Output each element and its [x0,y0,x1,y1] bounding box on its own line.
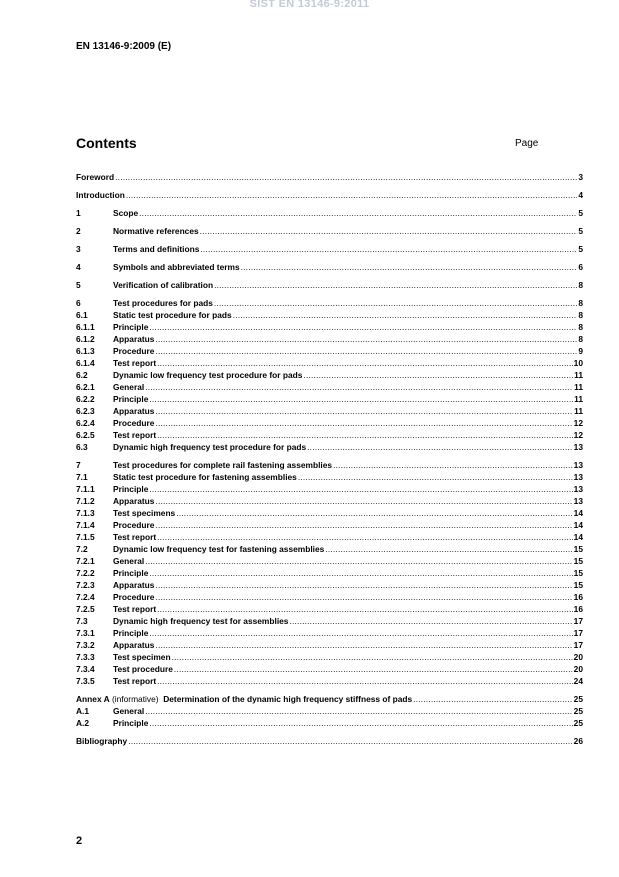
toc-leader-dots [325,544,572,554]
toc-entry-number: 6.2 [76,370,88,380]
toc-entry[interactable] [76,532,583,544]
toc-entry-title: Dynamic low frequency test for fastening assemblies [113,544,325,554]
toc-entry[interactable] [76,676,583,688]
toc-entry-page: 4 [578,190,583,200]
toc-entry-page: 25 [573,706,583,716]
toc-entry[interactable] [76,262,583,274]
toc-leader-dots [200,226,578,236]
toc-entry-number: 7.3.4 [76,664,95,674]
toc-entry-title: Dynamic high frequency test for assemblies [113,616,289,626]
toc-entry[interactable] [76,322,583,334]
toc-leader-dots [233,310,578,320]
toc-entry-title: Test report [113,676,157,686]
toc-leader-dots [149,628,572,638]
toc-entry-title: Apparatus [113,580,155,590]
toc-entry-number: 5 [76,280,81,290]
toc-entry-number: 6.2.5 [76,430,95,440]
watermark: SIST EN 13146-9:2011 [249,0,370,10]
toc-entry-page: 17 [573,640,583,650]
toc-entry-number: 6.2.3 [76,406,95,416]
toc-entry-number: 7.1.5 [76,532,95,542]
toc-entry[interactable] [76,394,583,406]
table-of-contents [76,172,583,748]
toc-entry-title: Test report [113,358,157,368]
toc-entry-title: Test report [113,430,157,440]
toc-entry-title: Principle [113,718,149,728]
toc-entry-number: 4 [76,262,81,272]
toc-entry[interactable] [76,208,583,220]
toc-leader-dots [303,370,573,380]
toc-entry[interactable] [76,736,583,748]
toc-leader-dots [155,346,577,356]
toc-entry-title: Procedure [113,418,155,428]
toc-leader-dots [155,406,573,416]
toc-entry-number: 7.3.2 [76,640,95,650]
toc-leader-dots [149,322,577,332]
toc-entry-title: Principle [113,322,149,332]
toc-leader-dots [214,298,577,308]
toc-leader-dots [289,616,572,626]
toc-entry[interactable] [76,358,583,370]
toc-entry[interactable] [76,484,583,496]
toc-entry-page: 15 [573,556,583,566]
toc-entry[interactable] [76,604,583,616]
toc-entry-page: 24 [573,676,583,686]
toc-leader-dots [298,472,573,482]
toc-leader-dots [241,262,578,272]
toc-entry-page: 8 [578,310,583,320]
toc-entry-page: 13 [573,484,583,494]
toc-entry-page: 20 [573,652,583,662]
toc-entry-title: Test procedures for pads [113,298,213,308]
toc-entry[interactable] [76,652,583,664]
toc-entry[interactable] [76,418,583,430]
toc-entry-title: Test procedure [113,664,173,674]
toc-entry[interactable] [76,226,583,238]
toc-leader-dots [139,208,577,218]
toc-entry-page: 17 [573,628,583,638]
toc-leader-dots [333,460,573,470]
toc-entry-title: Scope [113,208,139,218]
toc-entry-number: 6 [76,298,81,308]
toc-leader-dots [155,640,572,650]
toc-entry-page: 8 [578,322,583,332]
toc-entry-page: 3 [578,172,583,182]
toc-leader-dots [157,604,573,614]
toc-entry-page: 16 [573,604,583,614]
toc-entry-title: Test specimens [113,508,176,518]
toc-entry[interactable] [76,580,583,592]
toc-entry-page: 13 [573,496,583,506]
toc-entry-number: 6.1.1 [76,322,95,332]
toc-leader-dots [128,736,572,746]
toc-entry-page: 12 [573,430,583,440]
toc-entry-page: 10 [573,358,583,368]
toc-entry-number: 1 [76,208,81,218]
toc-entry-page: 15 [573,544,583,554]
toc-entry-title: Introduction [76,190,125,200]
toc-entry-number: 7.1.3 [76,508,95,518]
toc-entry-title: Procedure [113,520,155,530]
toc-entry[interactable] [76,508,583,520]
toc-entry-page: 8 [578,334,583,344]
toc-entry-page: 14 [573,532,583,542]
toc-leader-dots [149,568,572,578]
toc-leader-dots [214,280,577,290]
toc-leader-dots [174,664,573,674]
toc-entry-number: 7.1.4 [76,520,95,530]
toc-entry-title: Apparatus [113,496,155,506]
toc-entry-number: 6.1.3 [76,346,95,356]
toc-entry[interactable] [76,310,583,322]
toc-entry[interactable] [76,172,583,184]
toc-entry[interactable] [76,640,583,652]
toc-entry-title: Test report [113,532,157,542]
toc-leader-dots [157,532,573,542]
toc-entry-number: A.1 [76,706,90,716]
toc-entry[interactable] [76,616,583,628]
toc-entry-title: Foreword [76,172,115,182]
toc-entry-number: 3 [76,244,81,254]
toc-leader-dots [157,430,573,440]
toc-leader-dots [115,172,577,182]
toc-entry-title: General [113,382,145,392]
toc-entry-title: Principle [113,628,149,638]
toc-entry-page: 11 [574,406,583,416]
toc-entry-page: 5 [578,208,583,218]
toc-entry-page: 15 [573,568,583,578]
toc-entry-title: Apparatus [113,640,155,650]
toc-entry-title: Apparatus [113,334,155,344]
toc-entry-number: 6.2.2 [76,394,95,404]
toc-entry-page: 13 [573,472,583,482]
toc-entry-page: 25 [573,694,583,704]
toc-entry-page: 11 [574,394,583,404]
toc-entry-page: 12 [573,418,583,428]
toc-leader-dots [149,394,573,404]
toc-leader-dots [145,706,572,716]
toc-entry[interactable] [76,280,583,292]
toc-leader-dots [155,418,572,428]
toc-leader-dots [307,442,573,452]
toc-entry[interactable] [76,664,583,676]
toc-leader-dots [176,508,572,518]
toc-entry-title: Static test procedure for pads [113,310,232,320]
toc-entry-page: 25 [573,718,583,728]
toc-entry-page: 11 [574,370,583,380]
toc-entry-title: Normative references [113,226,199,236]
toc-entry-number: 2 [76,226,81,236]
toc-leader-dots [157,358,573,368]
toc-leader-dots [155,520,572,530]
toc-entry-title: General [113,556,145,566]
toc-leader-dots [413,694,573,704]
toc-entry[interactable] [76,556,583,568]
toc-entry-title: Bibliography [76,736,128,746]
toc-entry-title: Test specimen [113,652,171,662]
toc-entry-page: 8 [578,280,583,290]
toc-entry[interactable] [76,520,583,532]
toc-entry-page: 8 [578,298,583,308]
toc-entry-title: Test report [113,604,157,614]
toc-entry[interactable] [76,190,583,202]
toc-leader-dots [126,190,577,200]
toc-entry-number: 6.1.2 [76,334,95,344]
toc-entry-page: 13 [573,442,583,452]
toc-entry[interactable] [76,430,583,442]
toc-entry[interactable] [76,334,583,346]
toc-entry-title: Symbols and abbreviated terms [113,262,240,272]
toc-entry-page: 17 [573,616,583,626]
toc-leader-dots [149,718,572,728]
toc-entry[interactable] [76,496,583,508]
page-number: 2 [76,835,83,847]
toc-entry-title: Principle [113,484,149,494]
toc-leader-dots [155,334,577,344]
toc-leader-dots [155,592,572,602]
toc-entry-page: 20 [573,664,583,674]
toc-entry-number: 7.1.1 [76,484,95,494]
toc-entry-page: 16 [573,592,583,602]
page-column-label: Page [515,138,539,149]
toc-entry[interactable] [76,694,583,706]
toc-entry-number: 7.3.5 [76,676,95,686]
toc-entry-number: 7.2.5 [76,604,95,614]
toc-entry-number: 6.3 [76,442,88,452]
toc-entry-number: A.2 [76,718,90,728]
toc-entry[interactable] [76,370,583,382]
toc-entry-title: Principle [113,394,149,404]
toc-entry-number: 7 [76,460,81,470]
toc-entry-number: 7.2 [76,544,88,554]
toc-entry-title: Principle [113,568,149,578]
toc-entry-title: Apparatus [113,406,155,416]
toc-entry[interactable] [76,244,583,256]
toc-leader-dots [149,484,572,494]
toc-entry[interactable] [76,406,583,418]
toc-entry-title: General [113,706,145,716]
toc-leader-dots [157,676,573,686]
toc-entry-number: 7.3.3 [76,652,95,662]
toc-entry-number: 6.1 [76,310,88,320]
toc-leader-dots [145,556,572,566]
toc-entry[interactable] [76,592,583,604]
toc-entry-page: 5 [578,244,583,254]
toc-entry-page: 14 [573,508,583,518]
toc-entry[interactable] [76,472,583,484]
toc-entry-title: Test procedures for complete rail fastening assemblies [113,460,333,470]
toc-entry-number: 6.2.1 [76,382,95,392]
page-title: Contents [76,135,137,151]
toc-entry[interactable] [76,298,583,310]
toc-entry-page: 14 [573,520,583,530]
toc-entry-number: 7.2.3 [76,580,95,590]
toc-leader-dots [155,496,572,506]
toc-entry-title: Terms and definitions [113,244,200,254]
toc-entry-page: 13 [573,460,583,470]
toc-entry-number: 6.2.4 [76,418,95,428]
toc-leader-dots [145,382,573,392]
toc-entry[interactable] [76,718,583,730]
toc-leader-dots [172,652,573,662]
toc-entry-title: Procedure [113,592,155,602]
toc-entry-title: Dynamic low frequency test procedure for pads [113,370,303,380]
toc-entry-title: Procedure [113,346,155,356]
toc-entry-number: 7.2.1 [76,556,95,566]
toc-entry-number: 7.2.2 [76,568,95,578]
toc-entry-title: Annex A (informative) Determination of the dynamic high frequency stiffness of pads [76,694,413,704]
toc-entry[interactable] [76,442,583,454]
toc-entry-number: 6.1.4 [76,358,95,368]
toc-leader-dots [155,580,572,590]
toc-entry-number: 7.1.2 [76,496,95,506]
toc-entry[interactable] [76,460,583,472]
toc-entry[interactable] [76,346,583,358]
toc-entry-number: 7.3 [76,616,88,626]
toc-entry-number: 7.3.1 [76,628,95,638]
toc-entry-page: 15 [573,580,583,590]
toc-entry[interactable] [76,568,583,580]
toc-entry-number: 7.1 [76,472,88,482]
toc-entry-page: 5 [578,226,583,236]
toc-entry-page: 6 [578,262,583,272]
toc-entry-page: 11 [574,382,583,392]
toc-entry[interactable] [76,544,583,556]
toc-entry-title: Dynamic high frequency test procedure for pads [113,442,307,452]
toc-entry-page: 9 [578,346,583,356]
toc-entry-title: Verification of calibration [113,280,214,290]
toc-entry-title: Static test procedure for fastening assemblies [113,472,297,482]
document-id: EN 13146-9:2009 (E) [76,41,172,52]
toc-entry[interactable] [76,706,583,718]
toc-entry-page: 26 [573,736,583,746]
toc-leader-dots [200,244,577,254]
toc-entry-number: 7.2.4 [76,592,95,602]
toc-entry[interactable] [76,628,583,640]
toc-entry[interactable] [76,382,583,394]
